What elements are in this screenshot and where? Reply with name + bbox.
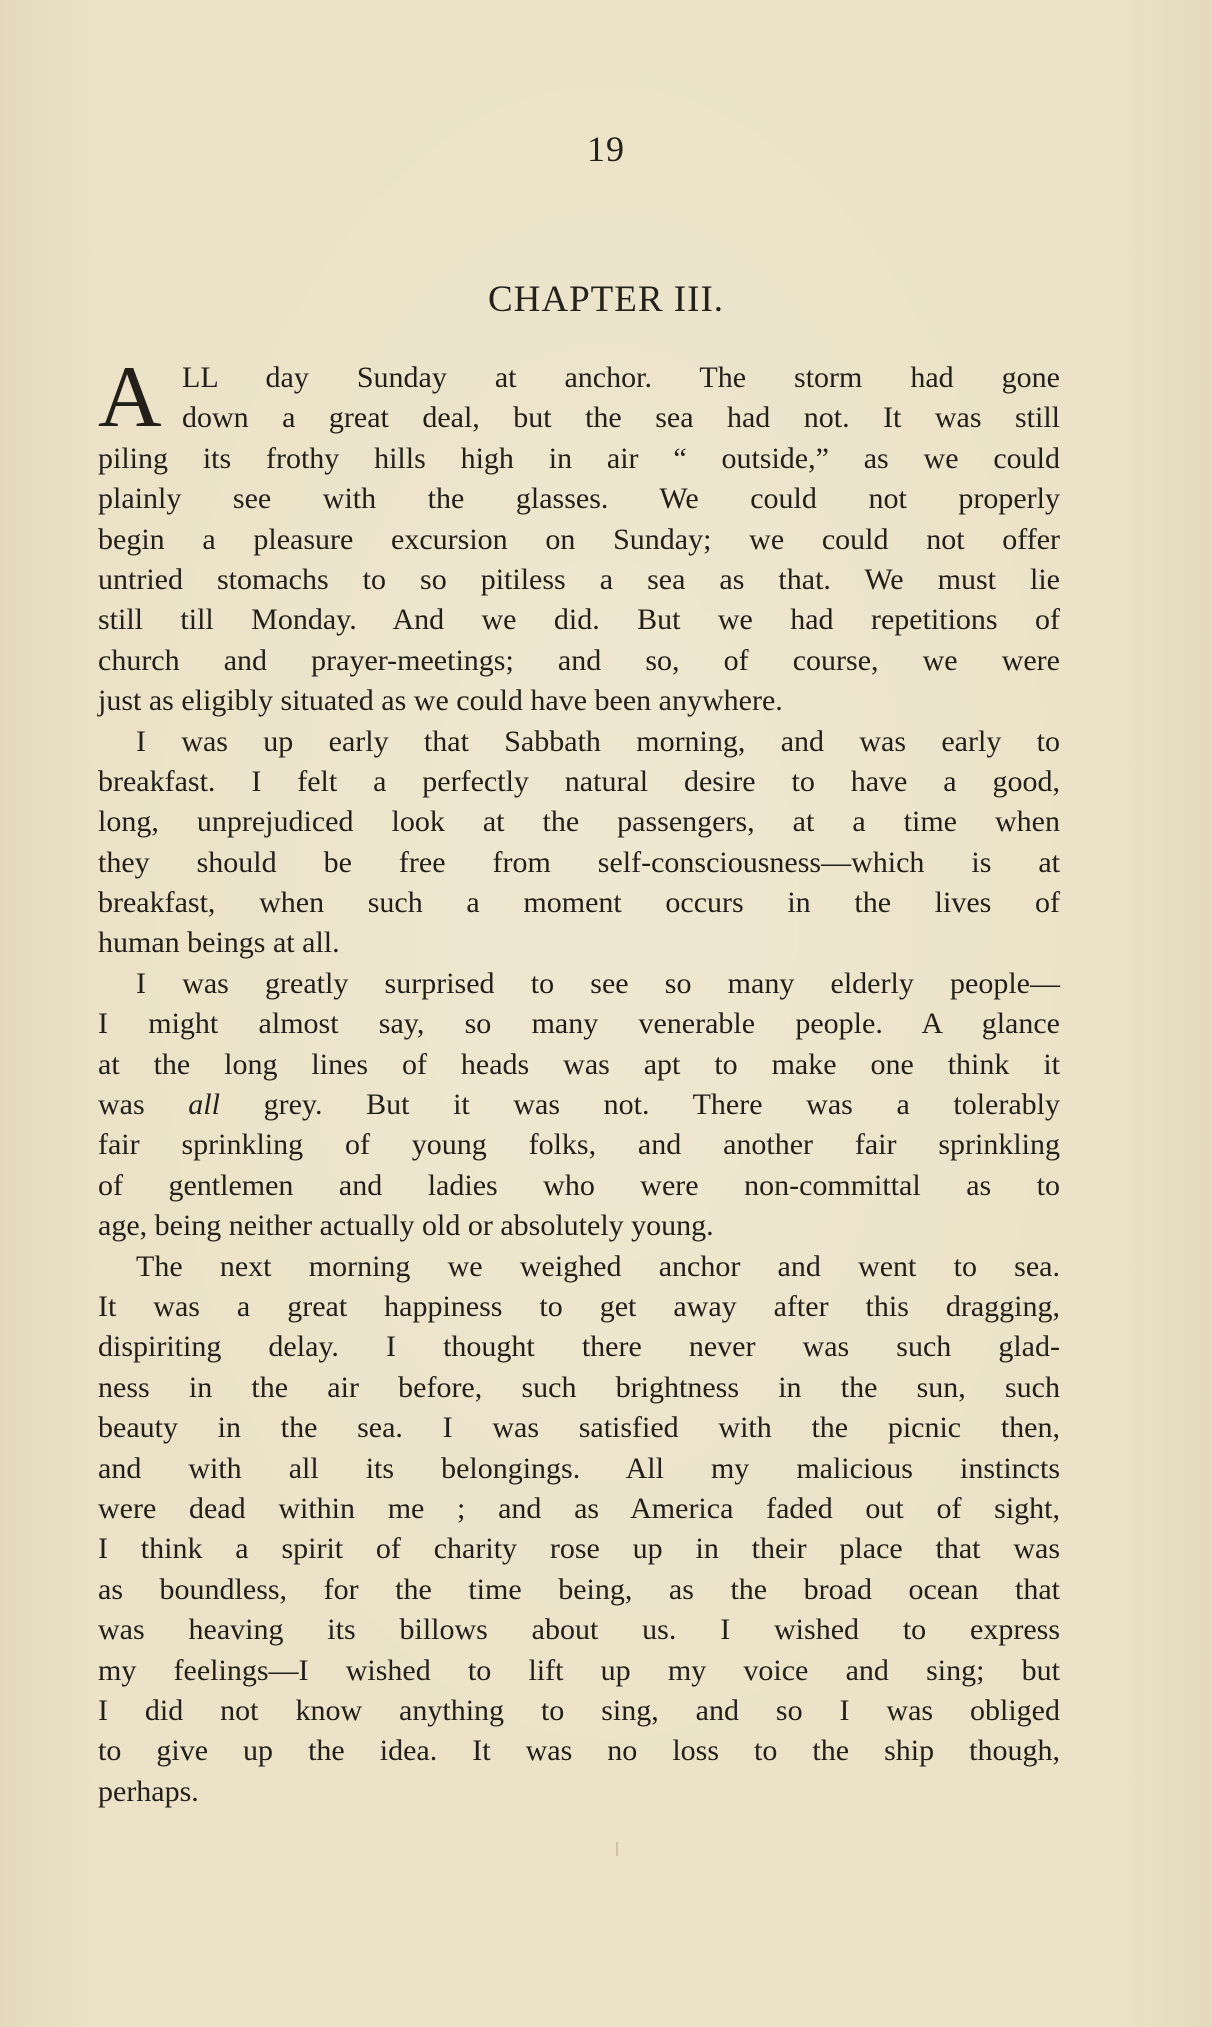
text-fragment: was <box>98 1088 145 1122</box>
chapter-title: CHAPTER III. <box>487 279 725 320</box>
text-line: age, being neither actually old or absolutely young. <box>98 1209 714 1243</box>
text-line: and with all its belongings. All my malicious instincts <box>98 1451 1060 1485</box>
text-line: were dead within me ; and as America faded out of sight, <box>98 1491 1060 1525</box>
italic-emphasis: all <box>188 1088 220 1122</box>
text-line: as boundless, for the time being, as the broad ocean that <box>98 1572 1060 1606</box>
text-line: LL day Sunday at anchor. The storm had gone <box>182 361 1060 394</box>
text-line: breakfast, when such a moment occurs in the lives of <box>98 886 1060 920</box>
text-line: I might almost say, so many venerable people. A glance <box>98 1007 1060 1041</box>
text-line: down a great deal, but the sea had not. It was still <box>182 401 1060 435</box>
text-line: perhaps. <box>98 1774 199 1808</box>
text-line: piling its frothy hills high in air “ outside,” as we could <box>98 441 1060 475</box>
text-line: fair sprinkling of young folks, and another fair sprinkling <box>98 1128 1060 1162</box>
text-line: my feelings—I wished to lift up my voice and sing; but <box>98 1653 1060 1687</box>
paper-mark <box>616 1842 618 1856</box>
text-line: plainly see with the glasses. We could not properly <box>98 482 1060 516</box>
text-line: to give up the idea. It was no loss to the ship though, <box>98 1734 1060 1768</box>
text-line: untried stomachs to so pitiless a sea as that. We must lie <box>98 562 1060 596</box>
text-line: It was a great happiness to get away after this dragging, <box>98 1289 1060 1323</box>
text-line: breakfast. I felt a perfectly natural desire to have a good, <box>98 764 1060 798</box>
text-line: still till Monday. And we did. But we had repetitions of <box>98 603 1060 637</box>
text-line: of gentlemen and ladies who were non-committal as to <box>98 1168 1060 1202</box>
text-line: ness in the air before, such brightness in the sun, such <box>98 1370 1060 1404</box>
text-line: just as eligibly situated as we could have been anywhere. <box>98 684 783 718</box>
text-line: beauty in the sea. I was satisfied with the picnic then, <box>98 1411 1060 1445</box>
text-line: begin a pleasure excursion on Sunday; we could not offer <box>98 522 1060 556</box>
text-line: human beings at all. <box>98 926 340 960</box>
text-line: I did not know anything to sing, and so I was obliged <box>98 1693 1060 1727</box>
page-number: 19 <box>587 129 625 169</box>
text-line: dispiriting delay. I thought there never was such glad- <box>98 1330 1060 1364</box>
text-line: I think a spirit of charity rose up in their place that was <box>98 1532 1060 1566</box>
text-line: I was greatly surprised to see so many elderly people— <box>136 966 1060 1000</box>
text-line: long, unprejudiced look at the passengers, at a time when <box>98 805 1060 839</box>
text-fragment: grey. But it was not. There was a tolerably <box>263 1088 1061 1122</box>
text-line: at the long lines of heads was apt to make one think it <box>98 1047 1060 1081</box>
text-line-with-italic <box>98 1085 1060 1125</box>
text-line: was heaving its billows about us. I wished to express <box>98 1613 1060 1647</box>
text-line: they should be free from self-consciousness—which is at <box>98 845 1060 879</box>
text-line: church and prayer-meetings; and so, of course, we were <box>98 643 1060 677</box>
drop-cap: A <box>98 349 162 446</box>
chapter-body <box>98 349 1061 1812</box>
text-line: I was up early that Sabbath morning, and was early to <box>136 724 1060 758</box>
text-line: The next morning we weighed anchor and went to sea. <box>136 1249 1060 1283</box>
